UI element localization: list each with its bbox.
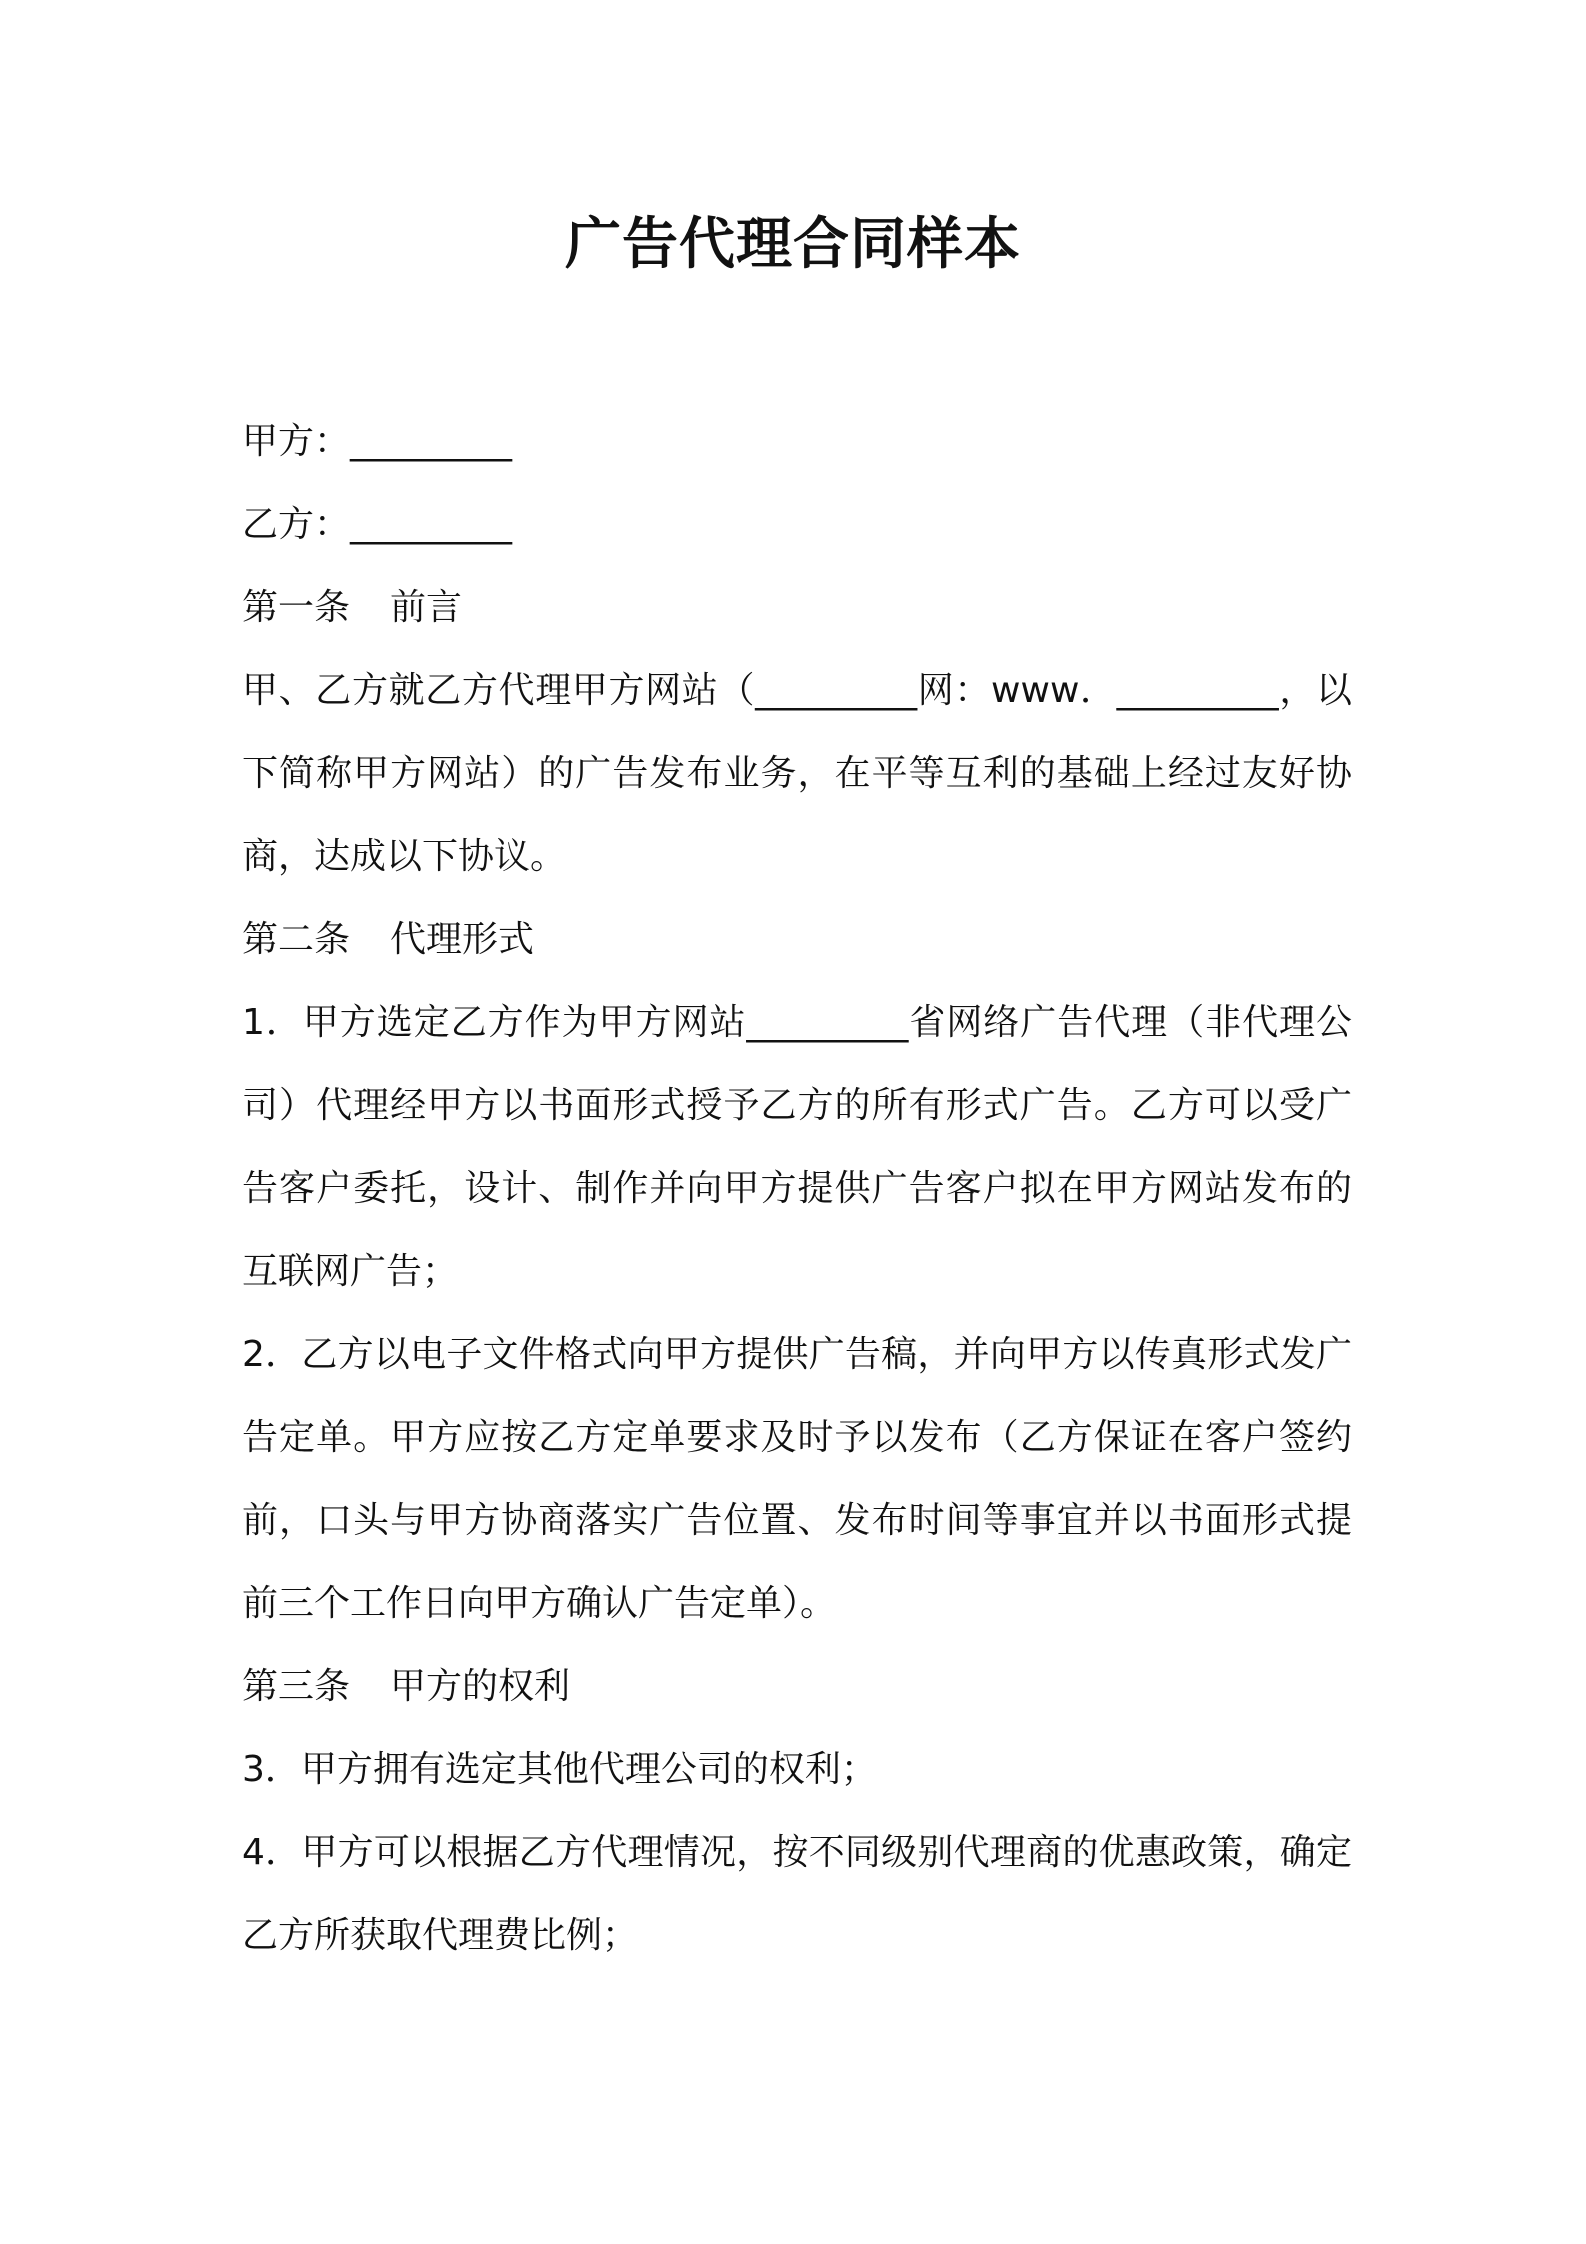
article-title: 前言 (390, 587, 463, 628)
clause-4-paragraph: 4．甲方可以根据乙方代理情况，按不同级别代理商的优惠政策，确定乙方所获取代理费比例； (242, 1832, 1352, 1956)
article-title: 代理形式 (390, 919, 535, 960)
article-1-heading (242, 566, 1352, 649)
preamble-paragraph: 甲、乙方就乙方代理甲方网站（_________网：www．_________，以下简称甲方网站）的广告发布业务，在平等互利的基础上经过友好协商，达成以下协议。 (242, 670, 1352, 877)
party-a-line: 甲方：_________ (242, 421, 513, 462)
party-b-line: 乙方：_________ (242, 504, 513, 545)
article-number: 第一条 (242, 587, 351, 628)
document-body (242, 400, 1352, 1977)
clause-2-paragraph: 2．乙方以电子文件格式向甲方提供广告稿，并向甲方以传真形式发广告定单。甲方应按乙方定单要求及时予以发布（乙方保证在客户签约前，口头与甲方协商落实广告位置、发布时间等事宜并以书面形式提前三个工作日向甲方确认广告定单）。 (242, 1334, 1352, 1624)
article-number: 第三条 (242, 1666, 351, 1707)
article-title: 甲方的权利 (390, 1666, 571, 1707)
article-number: 第二条 (242, 919, 351, 960)
article-2-heading (242, 898, 1352, 981)
article-3-heading (242, 1645, 1352, 1728)
document-title: 广告代理合同样本 (565, 212, 1021, 277)
clause-1-paragraph: 1．甲方选定乙方作为甲方网站_________省网络广告代理（非代理公司）代理经甲方以书面形式授予乙方的所有形式广告。乙方可以受广告客户委托，设计、制作并向甲方提供广告客户拟在甲方网站发布的互联网广告； (242, 1002, 1352, 1292)
clause-3-paragraph: 3．甲方拥有选定其他代理公司的权利； (242, 1749, 877, 1790)
